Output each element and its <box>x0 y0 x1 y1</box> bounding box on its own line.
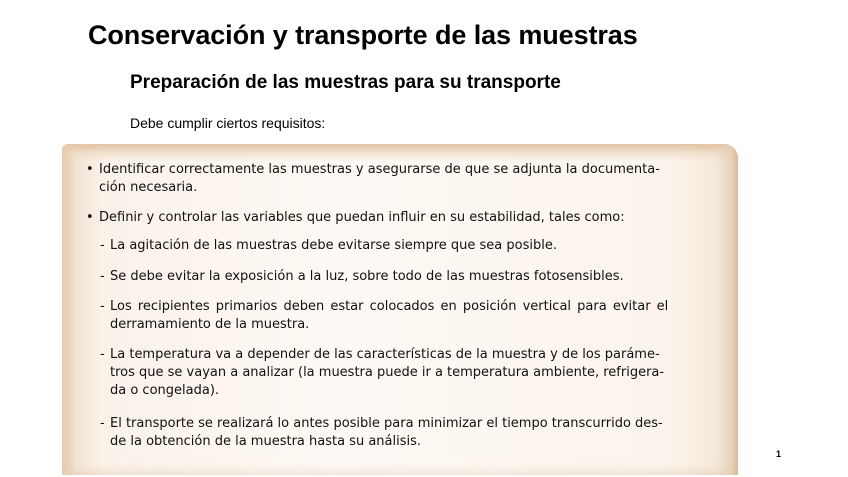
sub-item-3-line-2: derramamiento de la muestra. <box>110 317 310 332</box>
sub-item-3-line-1: Los recipientes primarios deben estar colocados en posición vertical para evitar el <box>110 299 669 314</box>
sub-dash: - <box>100 416 105 431</box>
list-item-2-line-1: Definir y controlar las variables que puedan influir en su estabilidad, tales como: <box>99 210 625 225</box>
requirements-card <box>62 144 738 475</box>
list-item-1-line-1: Identificar correctamente las muestras y asegurarse de que se adjunta la documenta- <box>99 162 660 177</box>
card-top-shadow <box>62 144 738 162</box>
list-bullet: • <box>86 210 94 225</box>
page-title: Conservación y transporte de las muestras <box>88 20 638 50</box>
card-left-shadow <box>62 144 76 475</box>
sub-dash: - <box>100 238 105 253</box>
page-number: 1 <box>776 449 782 459</box>
sub-item-5-line-2: de la obtención de la muestra hasta su análisis. <box>110 434 422 449</box>
sub-item-4-line-3: da o congelada). <box>110 383 220 398</box>
section-subtitle: Preparación de las muestras para su transporte <box>130 72 561 93</box>
sub-dash: - <box>100 269 105 284</box>
intro-text: Debe cumplir ciertos requisitos: <box>130 115 326 131</box>
list-bullet: • <box>86 162 94 177</box>
card-right-shadow <box>716 144 738 475</box>
sub-item-4-line-2: tros que se vayan a analizar (la muestra puede ir a temperatura ambiente, refrigera- <box>110 365 665 380</box>
list-item-1-line-2: ción necesaria. <box>99 180 198 195</box>
sub-item-4-line-1: La temperatura va a depender de las características de la muestra y de los paráme- <box>110 347 660 362</box>
sub-item-5-line-1: El transporte se realizará lo antes posible para minimizar el tiempo transcurrido des- <box>110 416 663 431</box>
sub-item-2-line-1: Se debe evitar la exposición a la luz, sobre todo de las muestras fotosensibles. <box>110 269 624 284</box>
sub-dash: - <box>100 347 105 362</box>
sub-dash: - <box>100 299 105 314</box>
sub-item-1-line-1: La agitación de las muestras debe evitarse siempre que sea posible. <box>110 238 557 253</box>
